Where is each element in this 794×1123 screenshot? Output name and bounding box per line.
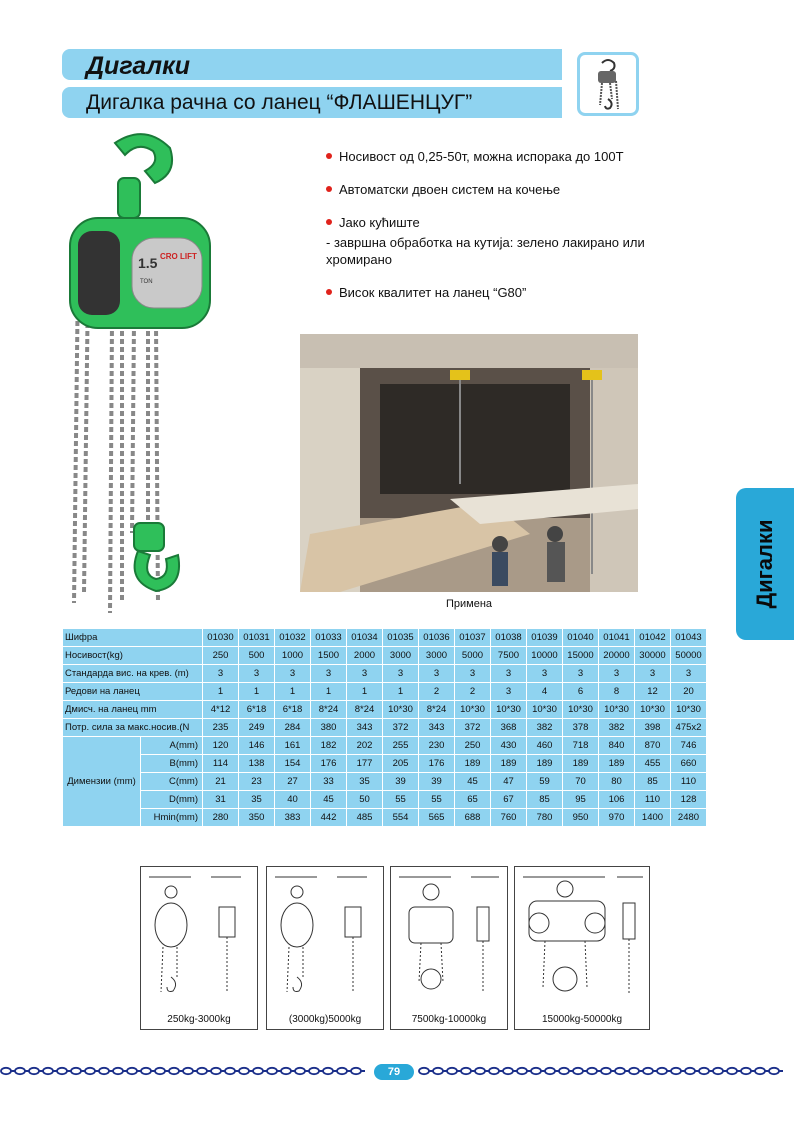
chain-decoration-left (0, 1066, 372, 1076)
diagram-caption: 15000kg-50000kg (541, 1014, 623, 1025)
table-cell: 1 (239, 683, 275, 701)
table-row (63, 665, 707, 683)
table-cell: 177 (347, 755, 383, 773)
chain-link-icon (559, 1068, 569, 1074)
table-cell: 01040 (563, 629, 599, 647)
table-cell: 47 (491, 773, 527, 791)
table-cell: 182 (311, 737, 347, 755)
chain-link-icon (657, 1068, 667, 1074)
table-cell: 176 (419, 755, 455, 773)
chain-link-icon (629, 1068, 639, 1074)
table-cell: 189 (455, 755, 491, 773)
table-cell: 01043 (671, 629, 707, 647)
table-cell: 554 (383, 809, 419, 827)
chain-link-icon (253, 1068, 263, 1074)
table-cell: 8*24 (347, 701, 383, 719)
table-cell: 746 (671, 737, 707, 755)
table-cell: 970 (599, 809, 635, 827)
chain-link-icon (225, 1068, 235, 1074)
bullet-icon (326, 219, 332, 225)
table-cell: 59 (527, 773, 563, 791)
table-cell: 1 (347, 683, 383, 701)
chain-link-icon (615, 1068, 625, 1074)
table-row (63, 737, 707, 755)
chain-link-icon (323, 1068, 333, 1074)
table-cell: 382 (527, 719, 563, 737)
diagram-caption: (3000kg)5000kg (288, 1014, 362, 1025)
table-cell: 249 (239, 719, 275, 737)
table-cell: 455 (635, 755, 671, 773)
chain-link-icon (447, 1068, 457, 1074)
table-cell: 35 (239, 791, 275, 809)
table-cell: 128 (671, 791, 707, 809)
table-cell: 65 (455, 791, 491, 809)
table-cell: 85 (527, 791, 563, 809)
chain-link-icon (197, 1068, 207, 1074)
table-cell: 176 (311, 755, 347, 773)
chain-link-icon (503, 1068, 513, 1074)
chain-link-icon (71, 1068, 81, 1074)
dimension-label: B(mm) (141, 755, 203, 773)
table-cell: 70 (563, 773, 599, 791)
table-cell: 398 (635, 719, 671, 737)
table-cell: 230 (419, 737, 455, 755)
table-cell: 01038 (491, 629, 527, 647)
dimension-label: C(mm) (141, 773, 203, 791)
table-cell: 10*30 (599, 701, 635, 719)
table-cell: 3 (635, 665, 671, 683)
table-cell: 146 (239, 737, 275, 755)
diagram-panel (266, 866, 384, 1030)
table-cell: 383 (275, 809, 311, 827)
feature-list (326, 148, 686, 301)
table-cell: 21 (203, 773, 239, 791)
table-cell: 1000 (275, 647, 311, 665)
row-label: Шифра (63, 629, 203, 647)
table-cell: 67 (491, 791, 527, 809)
table-cell: 45 (455, 773, 491, 791)
dimension-label: A(mm) (141, 737, 203, 755)
dimension-diagrams (140, 866, 650, 1030)
table-cell: 372 (383, 719, 419, 737)
table-cell: 3000 (419, 647, 455, 665)
chain-link-icon (601, 1068, 611, 1074)
table-cell: 280 (203, 809, 239, 827)
table-cell: 660 (671, 755, 707, 773)
table-cell: 1 (383, 683, 419, 701)
table-cell: 202 (347, 737, 383, 755)
table-cell: 7500 (491, 647, 527, 665)
table-cell: 3 (275, 665, 311, 683)
capacity-label: 1.5 (138, 255, 158, 271)
table-cell: 39 (383, 773, 419, 791)
table-cell: 27 (275, 773, 311, 791)
table-cell: 250 (455, 737, 491, 755)
table-cell: 114 (203, 755, 239, 773)
table-cell: 10000 (527, 647, 563, 665)
table-cell: 5000 (455, 647, 491, 665)
table-cell: 01032 (275, 629, 311, 647)
chain-link-icon (211, 1068, 221, 1074)
table-cell: 368 (491, 719, 527, 737)
chain-hoist-icon (577, 52, 639, 116)
row-label: Потр. сила за макс.носив.(N (63, 719, 203, 737)
table-cell: 110 (635, 791, 671, 809)
table-row (63, 629, 707, 647)
table-cell: 10*30 (527, 701, 563, 719)
table-cell: 01039 (527, 629, 563, 647)
bullet-icon (326, 186, 332, 192)
table-cell: 80 (599, 773, 635, 791)
table-cell: 01034 (347, 629, 383, 647)
table-cell: 01041 (599, 629, 635, 647)
table-cell: 3 (203, 665, 239, 683)
table-cell: 780 (527, 809, 563, 827)
table-cell: 688 (455, 809, 491, 827)
feature-subitem: - завршна обработка на кутија: зелено лакирано или хромирано (326, 235, 645, 267)
table-cell: 3 (671, 665, 707, 683)
table-cell: 8 (599, 683, 635, 701)
bullet-icon (326, 289, 332, 295)
hoist-diagram-icon (267, 867, 383, 1007)
chain-link-icon (169, 1068, 179, 1074)
table-cell: 1 (203, 683, 239, 701)
table-cell: 120 (203, 737, 239, 755)
table-cell: 50000 (671, 647, 707, 665)
table-cell: 01037 (455, 629, 491, 647)
table-cell: 138 (239, 755, 275, 773)
chain-link-icon (489, 1068, 499, 1074)
table-cell: 01030 (203, 629, 239, 647)
feature-item: Висок квалитет на ланец “G80” (326, 284, 686, 301)
table-cell: 205 (383, 755, 419, 773)
table-cell: 2 (419, 683, 455, 701)
table-cell: 01033 (311, 629, 347, 647)
chain-link-icon (685, 1068, 695, 1074)
chain-link-icon (531, 1068, 541, 1074)
chain-link-icon (741, 1068, 751, 1074)
chain-link-icon (461, 1068, 471, 1074)
table-cell: 10*30 (383, 701, 419, 719)
chain-link-icon (671, 1068, 681, 1074)
table-cell: 10*30 (455, 701, 491, 719)
table-cell: 442 (311, 809, 347, 827)
chain-link-icon (267, 1068, 277, 1074)
table-cell: 1400 (635, 809, 671, 827)
chain-link-icon (713, 1068, 723, 1074)
table-cell: 161 (275, 737, 311, 755)
table-cell: 10*30 (671, 701, 707, 719)
table-cell: 378 (563, 719, 599, 737)
table-cell: 189 (563, 755, 599, 773)
table-cell: 3 (491, 665, 527, 683)
table-cell: 565 (419, 809, 455, 827)
table-cell: 85 (635, 773, 671, 791)
table-cell: 760 (491, 809, 527, 827)
table-cell: 01036 (419, 629, 455, 647)
table-cell: 2000 (347, 647, 383, 665)
table-cell: 460 (527, 737, 563, 755)
chain-link-icon (727, 1068, 737, 1074)
table-cell: 01035 (383, 629, 419, 647)
spec-table (62, 628, 707, 827)
bullet-icon (326, 153, 332, 159)
brand-label: CRO LIFT (160, 252, 197, 261)
table-cell: 3 (563, 665, 599, 683)
table-cell: 154 (275, 755, 311, 773)
table-cell: 2480 (671, 809, 707, 827)
table-cell: 10*30 (491, 701, 527, 719)
table-cell: 718 (563, 737, 599, 755)
table-cell: 110 (671, 773, 707, 791)
diagram-panel (140, 866, 258, 1030)
table-cell: 1 (275, 683, 311, 701)
chain-link-icon (545, 1068, 555, 1074)
row-label: Редови на ланец (63, 683, 203, 701)
table-cell: 8*24 (419, 701, 455, 719)
hoist-diagram-icon (391, 867, 507, 1007)
table-cell: 55 (419, 791, 455, 809)
table-cell: 20 (671, 683, 707, 701)
table-cell: 189 (527, 755, 563, 773)
diagram-caption: 250kg-3000kg (167, 1014, 231, 1025)
chain-link-icon (475, 1068, 485, 1074)
chain-link-icon (587, 1068, 597, 1074)
chain-link-icon (15, 1068, 25, 1074)
chain-link-icon (699, 1068, 709, 1074)
table-row (63, 683, 707, 701)
chain-link-icon (99, 1068, 109, 1074)
table-cell: 4 (527, 683, 563, 701)
table-cell: 3000 (383, 647, 419, 665)
table-cell: 235 (203, 719, 239, 737)
unit-label: TON (140, 279, 153, 285)
chain-link-icon (295, 1068, 305, 1074)
table-cell: 12 (635, 683, 671, 701)
table-row (63, 791, 707, 809)
chain-link-icon (419, 1068, 429, 1074)
hoist-diagram-icon (515, 867, 649, 1007)
table-cell: 20000 (599, 647, 635, 665)
table-cell: 250 (203, 647, 239, 665)
table-cell: 31 (203, 791, 239, 809)
table-cell: 10*30 (635, 701, 671, 719)
table-cell: 350 (239, 809, 275, 827)
chain-link-icon (769, 1068, 779, 1074)
chain-link-icon (43, 1068, 53, 1074)
dimension-label: Hmin(mm) (141, 809, 203, 827)
chain-link-icon (85, 1068, 95, 1074)
table-cell: 382 (599, 719, 635, 737)
page-subtitle-bar (62, 87, 562, 118)
page-title: Дигалки (86, 52, 191, 80)
table-cell: 3 (419, 665, 455, 683)
table-cell: 189 (599, 755, 635, 773)
dimensions-label: Димензии (mm) (63, 737, 141, 827)
table-cell: 485 (347, 809, 383, 827)
table-cell: 10*30 (563, 701, 599, 719)
table-cell: 50 (347, 791, 383, 809)
row-label: Стандарда вис. на крев. (m) (63, 665, 203, 683)
chain-link-icon (127, 1068, 137, 1074)
table-cell: 40 (275, 791, 311, 809)
table-cell: 3 (527, 665, 563, 683)
table-cell: 39 (419, 773, 455, 791)
row-label: Носивост(kg) (63, 647, 203, 665)
table-cell: 3 (311, 665, 347, 683)
table-cell: 45 (311, 791, 347, 809)
table-cell: 380 (311, 719, 347, 737)
feature-item: Јако кућиште (326, 214, 686, 231)
table-cell: 8*24 (311, 701, 347, 719)
side-tab (736, 488, 794, 640)
page-subtitle: Дигалка рачна со ланец “ФЛАШЕНЦУГ” (86, 91, 473, 114)
table-cell: 23 (239, 773, 275, 791)
chain-link-icon (141, 1068, 151, 1074)
table-cell: 33 (311, 773, 347, 791)
chain-link-icon (113, 1068, 123, 1074)
table-cell: 4*12 (203, 701, 239, 719)
side-tab-label: Дигалки (752, 519, 777, 609)
dimension-label: D(mm) (141, 791, 203, 809)
table-row (63, 755, 707, 773)
diagram-caption: 7500kg-10000kg (411, 1014, 487, 1025)
table-cell: 3 (347, 665, 383, 683)
table-row (63, 809, 707, 827)
photo-caption: Примена (445, 598, 493, 610)
table-row (63, 647, 707, 665)
page-title-bar (62, 49, 562, 80)
table-row (63, 719, 707, 737)
chain-link-icon (643, 1068, 653, 1074)
chain-link-icon (29, 1068, 39, 1074)
chain-link-icon (517, 1068, 527, 1074)
diagram-panel (514, 866, 650, 1030)
chain-link-icon (433, 1068, 443, 1074)
page-number: 79 (374, 1064, 414, 1080)
table-cell: 55 (383, 791, 419, 809)
table-row (63, 773, 707, 791)
table-cell: 6*18 (275, 701, 311, 719)
table-cell: 284 (275, 719, 311, 737)
table-cell: 95 (563, 791, 599, 809)
feature-item: Автоматски двоен систем на кочење (326, 181, 686, 198)
table-cell: 15000 (563, 647, 599, 665)
table-cell: 3 (239, 665, 275, 683)
application-photo (300, 334, 638, 592)
diagram-panel (390, 866, 508, 1030)
table-cell: 1500 (311, 647, 347, 665)
table-cell: 6*18 (239, 701, 275, 719)
table-cell: 840 (599, 737, 635, 755)
table-cell: 3 (455, 665, 491, 683)
table-cell: 2 (455, 683, 491, 701)
table-cell: 950 (563, 809, 599, 827)
row-label: Дмисч. на ланец mm (63, 701, 203, 719)
hoist-diagram-icon (141, 867, 257, 1007)
chain-link-icon (155, 1068, 165, 1074)
table-cell: 343 (419, 719, 455, 737)
table-cell: 35 (347, 773, 383, 791)
table-cell: 372 (455, 719, 491, 737)
chain-link-icon (239, 1068, 249, 1074)
chain-link-icon (183, 1068, 193, 1074)
chain-link-icon (57, 1068, 67, 1074)
table-cell: 475x2 (671, 719, 707, 737)
chain-hoist-image (60, 133, 220, 613)
chain-link-icon (755, 1068, 765, 1074)
table-cell: 30000 (635, 647, 671, 665)
table-row (63, 701, 707, 719)
table-cell: 3 (383, 665, 419, 683)
chain-decoration-right (418, 1066, 794, 1076)
table-cell: 870 (635, 737, 671, 755)
table-cell: 255 (383, 737, 419, 755)
chain-link-icon (309, 1068, 319, 1074)
table-cell: 01042 (635, 629, 671, 647)
table-cell: 1 (311, 683, 347, 701)
feature-item: Носивост од 0,25-50т, можна испорака до 100Т (326, 148, 686, 165)
table-cell: 3 (599, 665, 635, 683)
chain-link-icon (1, 1068, 11, 1074)
chain-link-icon (351, 1068, 361, 1074)
chain-link-icon (573, 1068, 583, 1074)
chain-link-icon (281, 1068, 291, 1074)
table-cell: 3 (491, 683, 527, 701)
chain-link-icon (337, 1068, 347, 1074)
table-cell: 6 (563, 683, 599, 701)
table-cell: 343 (347, 719, 383, 737)
table-cell: 189 (491, 755, 527, 773)
table-cell: 500 (239, 647, 275, 665)
table-cell: 106 (599, 791, 635, 809)
table-cell: 01031 (239, 629, 275, 647)
table-cell: 430 (491, 737, 527, 755)
